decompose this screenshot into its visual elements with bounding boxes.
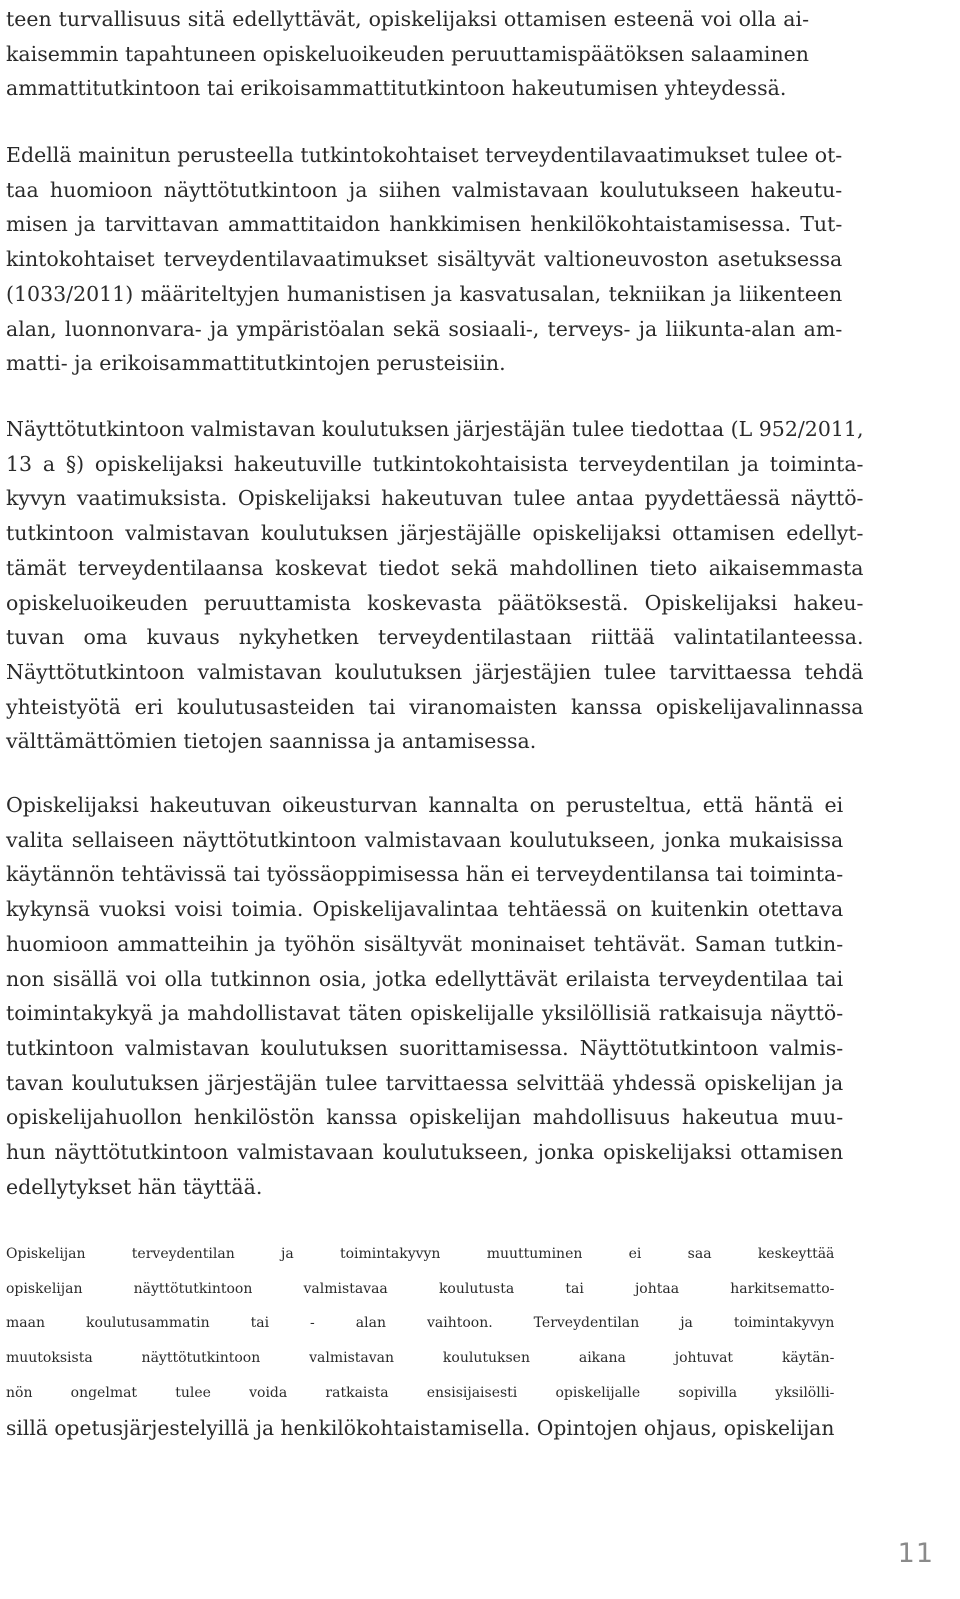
page-number: 11 — [897, 1538, 934, 1569]
text-line: teen turvallisuus sitä edellyttävät, opiskelijaksi ottamisen esteenä voi olla ai- — [6, 7, 810, 31]
text-line: muutoksista näyttötutkintoon valmistavan koulutuksen aikana johtuvat käytän- — [6, 1350, 835, 1367]
text-line: edellytykset hän täyttää. — [6, 1174, 263, 1199]
text-line: tutkintoon valmistavan koulutuksen suorittamisessa. Näyttötutkintoon valmis- — [6, 1035, 844, 1060]
text-line: opiskelijan näyttötutkintoon valmistavaa koulutusta tai johtaa harkitsematto- — [6, 1280, 835, 1297]
text-line: tavan koulutuksen järjestäjän tulee tarvittaessa selvittää yhdessä opiskelijan ja — [6, 1070, 844, 1095]
text-line: (1033/2011) määriteltyjen humanistisen ja kasvatusalan, tekniikan ja liikenteen — [6, 281, 843, 306]
text-line: tämät terveydentilaansa koskevat tiedot sekä mahdollinen tieto aikaisemmasta — [6, 555, 864, 580]
text-line: Näyttötutkintoon valmistavan koulutuksen järjestäjän tulee tiedottaa (L 952/2011, — [6, 417, 864, 441]
text-line: Opiskelijaksi hakeutuvan oikeusturvan kannalta on perusteltua, että häntä ei — [6, 793, 844, 817]
text-line: yhteistyötä eri koulutusasteiden tai viranomaisten kanssa opiskelijavalinnassa — [6, 694, 864, 719]
text-line: sillä opetusjärjestelyillä ja henkilökohtaistamisella. Opintojen ohjaus, opiskelijan — [6, 1415, 835, 1440]
text-line: Opiskelijan terveydentilan ja toimintakyvyn muuttuminen ei saa keskeyttää — [6, 1246, 835, 1262]
text-line: ammattitutkintoon tai erikoisammattitutkintoon hakeutumisen yhteydessä. — [6, 76, 787, 101]
text-line: taa huomioon näyttötutkintoon ja siihen valmistavaan koulutukseen hakeutu- — [6, 177, 843, 202]
text-line: non sisällä voi olla tutkinnon osia, jotka edellyttävät erilaista terveydentilaa tai — [6, 966, 844, 991]
text-line: alan, luonnonvara- ja ympäristöalan sekä sosiaali-, terveys- ja liikunta-alan am- — [6, 316, 843, 341]
text-line: Näyttötutkintoon valmistavan koulutuksen järjestäjien tulee tarvittaessa tehdä — [6, 659, 864, 684]
paragraph-3 — [6, 412, 863, 759]
text-line: käytännön tehtävissä tai työssäoppimisessa hän ei terveydentilansa tai toiminta- — [6, 862, 844, 887]
text-line: välttämättömien tietojen saannissa ja antamisessa. — [6, 729, 537, 754]
text-line: Edellä mainitun perusteella tutkintokohtaiset terveydentilavaatimukset tulee ot- — [6, 143, 843, 167]
text-line: nön ongelmat tulee voida ratkaista ensisijaisesti opiskelijalle sopivilla yksilölli- — [6, 1384, 835, 1401]
text-line: 13 a §) opiskelijaksi hakeutuville tutkintokohtaisista terveydentilan ja toiminta- — [6, 451, 864, 476]
text-line: tutkintoon valmistavan koulutuksen järjestäjälle opiskelijaksi ottamisen edellyt- — [6, 521, 864, 546]
text-line: kyvyn vaatimuksista. Opiskelijaksi hakeutuvan tulee antaa pyydettäessä näyttö- — [6, 486, 864, 511]
text-line: maan koulutusammatin tai - alan vaihtoon. Terveydentilan ja toimintakyvyn — [6, 1315, 835, 1332]
text-line: kaisemmin tapahtuneen opiskeluoikeuden peruuttamispäätöksen salaaminen — [6, 41, 810, 66]
text-line: tuvan oma kuvaus nykyhetken terveydentilastaan riittää valintatilanteessa. — [6, 625, 864, 650]
text-line: opiskelijahuollon henkilöstön kanssa opiskelijan mahdollisuus hakeutua muu- — [6, 1105, 844, 1130]
text-line: valita sellaiseen näyttötutkintoon valmistavaan koulutukseen, jonka mukaisissa — [6, 827, 844, 852]
paragraph-1 — [6, 2, 809, 106]
paragraph-5 — [6, 1237, 834, 1445]
text-line: kintokohtaiset terveydentilavaatimukset sisältyvät valtioneuvoston asetuksessa — [6, 247, 843, 272]
text-line: hun näyttötutkintoon valmistavaan koulutukseen, jonka opiskelijaksi ottamisen — [6, 1140, 844, 1165]
paragraph-4 — [6, 788, 843, 1204]
text-line: huomioon ammatteihin ja työhön sisältyvät moninaiset tehtävät. Saman tutkin- — [6, 931, 844, 956]
text-line: misen ja tarvittavan ammattitaidon hankkimisen henkilökohtaistamisessa. Tut- — [6, 212, 843, 237]
text-line: kykynsä vuoksi voisi toimia. Opiskelijavalintaa tehtäessä on kuitenkin otettava — [6, 897, 844, 922]
paragraph-2 — [6, 138, 842, 381]
text-line: opiskeluoikeuden peruuttamista koskevasta päätöksestä. Opiskelijaksi hakeu- — [6, 590, 864, 615]
text-line: matti- ja erikoisammattitutkintojen perusteisiin. — [6, 351, 506, 376]
text-line: toimintakykyä ja mahdollistavat täten opiskelijalle yksilöllisiä ratkaisuja näyttö- — [6, 1001, 844, 1026]
